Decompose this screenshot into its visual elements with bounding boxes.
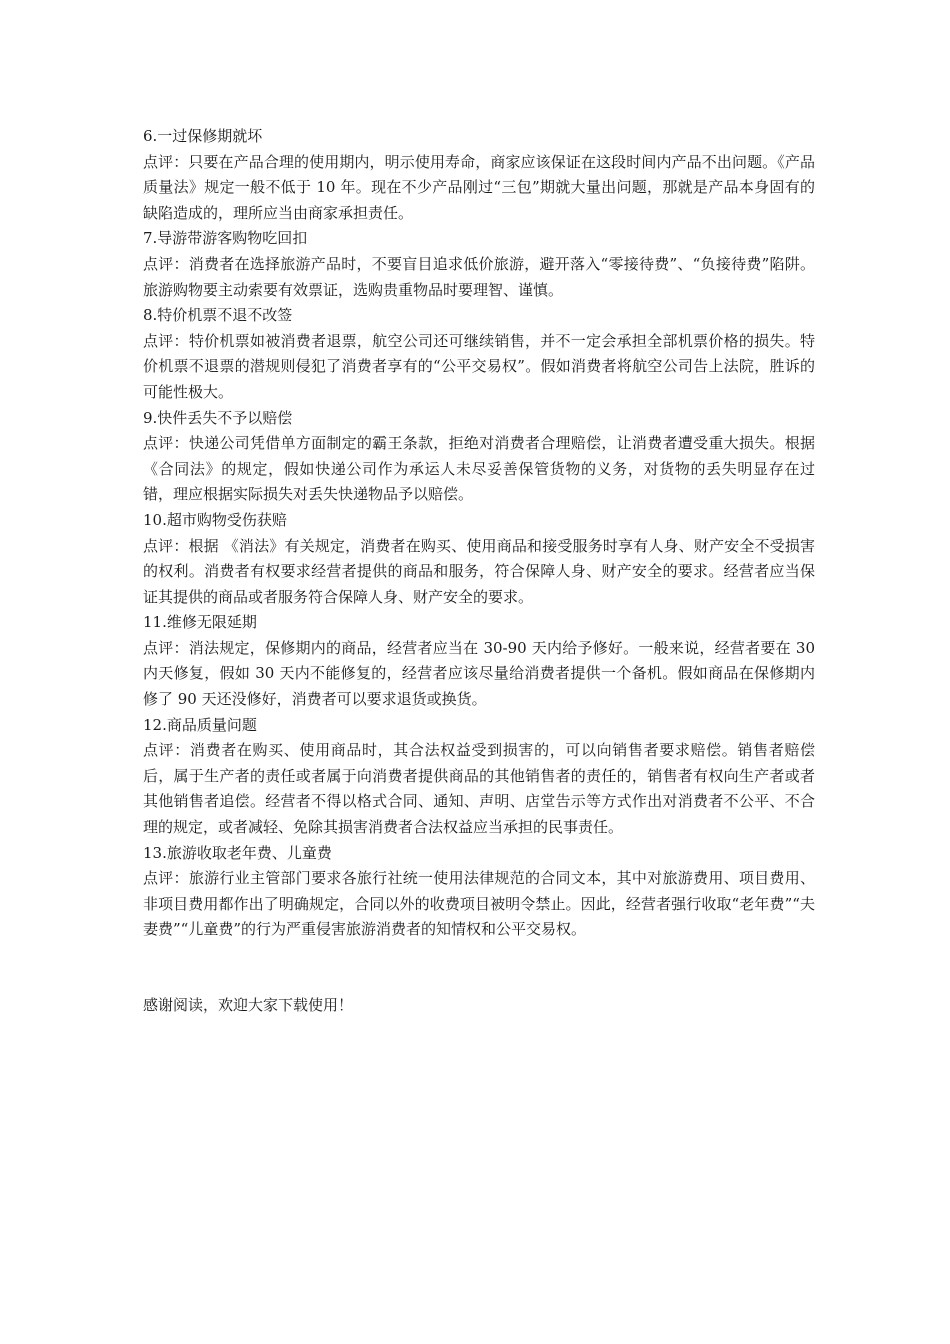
closing-note: 感谢阅读，欢迎大家下载使用！ <box>143 996 354 1014</box>
section-comment: 点评：消法规定，保修期内的商品，经营者应当在 30-90 天内给予修好。一般来说，经营者要在 30 内天修复，假如 30 天内不能修复的，经营者应该尽量给消费者提供一个备机。假如商品在保修期内修了 90 天还没修好，消费者可以要求退货或换货。 <box>143 638 815 709</box>
section-heading: 13.旅游收取老年费、儿童费 <box>143 843 332 862</box>
document-page <box>143 124 815 1019</box>
section-heading: 6.一过保修期就坏 <box>143 127 263 145</box>
section-comment: 点评：旅游行业主管部门要求各旅行社统一使用法律规范的合同文本，其中对旅游费用、项目费用、非项目费用都作出了明确规定，合同以外的收费项目被明令禁止。因此，经营者强行收取“老年费”“夫妻费”“儿童费”的行为严重侵害旅游消费者的知情权和公平交易权。 <box>143 869 815 939</box>
section-heading: 8.特价机票不退不改签 <box>143 306 293 325</box>
section-comment: 点评：快递公司凭借单方面制定的霸王条款，拒绝对消费者合理赔偿，让消费者遭受重大损失。根据《合同法》的规定，假如快递公司作为承运人未尽妥善保管货物的义务，对货物的丢失明显存在过错，理应根据实际损失对丢失快递物品予以赔偿。 <box>143 434 815 504</box>
section-13 <box>143 841 815 943</box>
section-comment: 点评：根据 《消法》有关规定，消费者在购买、使用商品和接受服务时享有人身、财产安全不受损害的权利。消费者有权要求经营者提供的商品和服务，符合保障人身、财产安全的要求。经营者应当保证其提供的商品或者服务符合保障人身、财产安全的要求。 <box>143 536 815 606</box>
section-heading: 7.导游带游客购物吃回扣 <box>143 229 308 248</box>
section-11 <box>143 610 815 712</box>
section-9 <box>143 406 815 508</box>
section-12 <box>143 713 815 841</box>
section-comment: 点评：特价机票如被消费者退票，航空公司还可继续销售，并不一定会承担全部机票价格的损失。特价机票不退票的潜规则侵犯了消费者享有的“公平交易权”。假如消费者将航空公司告上法院，胜诉的可能性极大。 <box>143 331 815 401</box>
section-comment: 点评：消费者在购买、使用商品时，其合法权益受到损害的，可以向销售者要求赔偿。销售者赔偿后，属于生产者的责任或者属于向消费者提供商品的其他销售者的责任的，销售者有权向生产者或者其他销售者追偿。经营者不得以格式合同、通知、声明、店堂告示等方式作出对消费者不公平、不合理的规定，或者减轻、免除其损害消费者合法权益应当承担的民事责任。 <box>143 741 815 837</box>
section-comment: 点评：只要在产品合理的使用期内，明示使用寿命，商家应该保证在这段时间内产品不出问题。《产品质量法》规定一般不低于 10 年。现在不少产品刚过“三包”期就大量出问题，那就是产品本身固有的缺陷造成的，理所应当由商家承担责任。 <box>143 152 815 222</box>
section-8 <box>143 303 815 405</box>
section-heading: 12.商品质量问题 <box>143 715 257 734</box>
section-7 <box>143 226 815 303</box>
section-heading: 10.超市购物受伤获赔 <box>143 510 287 529</box>
section-6 <box>143 124 815 226</box>
section-comment: 点评：消费者在选择旅游产品时，不要盲目追求低价旅游，避开落入“零接待费”、“负接待费”陷阱。旅游购物要主动索要有效票证，选购贵重物品时要理智、谨慎。 <box>143 254 815 299</box>
section-heading: 9.快件丢失不予以赔偿 <box>143 408 293 427</box>
section-heading: 11.维修无限延期 <box>143 613 257 632</box>
section-10 <box>143 508 815 610</box>
